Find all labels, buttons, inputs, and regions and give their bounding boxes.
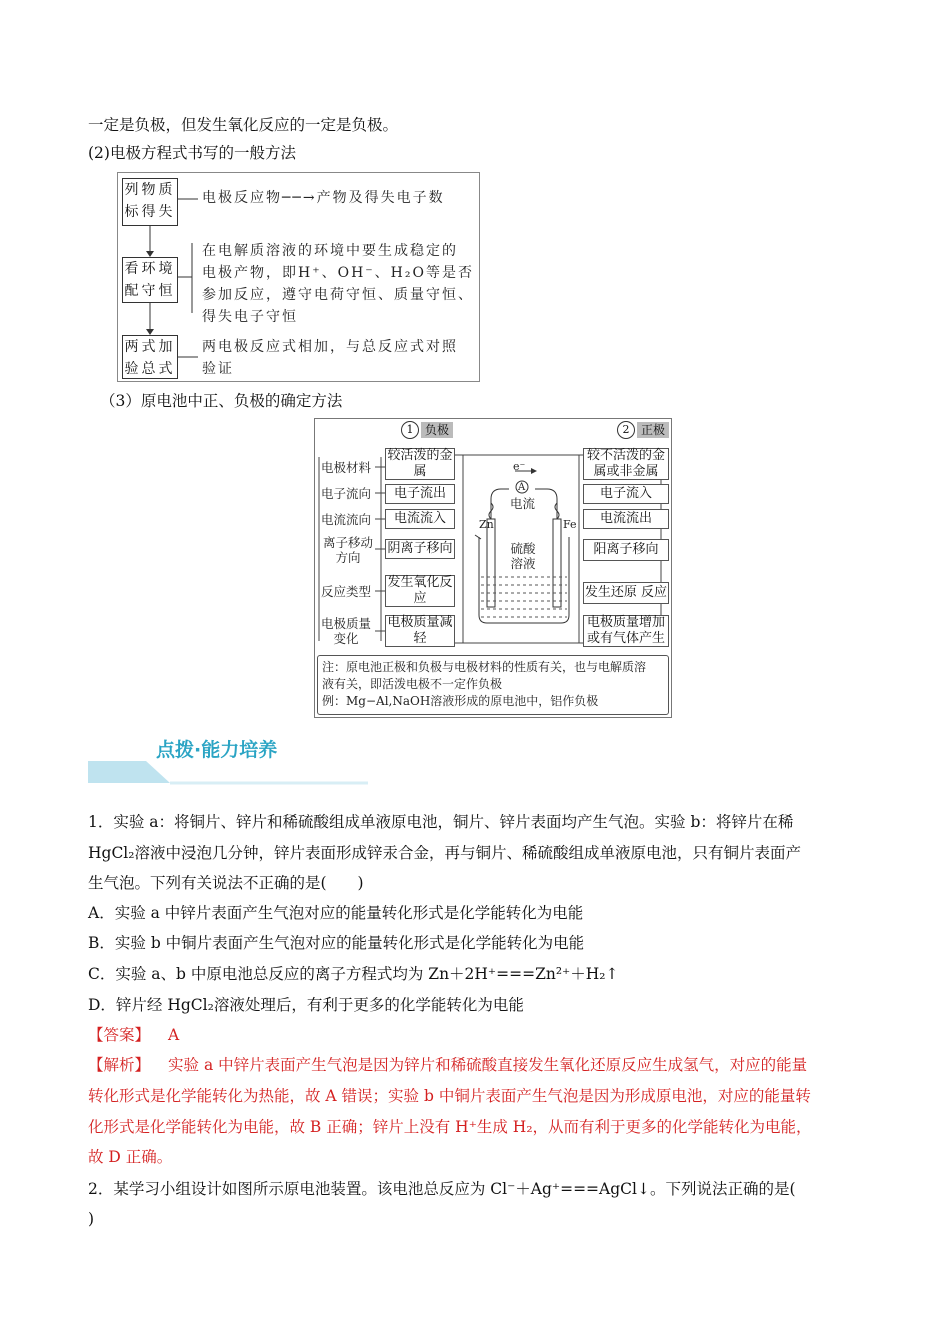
negative-header [401, 421, 453, 439]
flow-text-2c: 参加反应，遵守电荷守恒、质量守恒、 [202, 287, 474, 303]
number-circle-1: 1 [401, 421, 419, 439]
label-reaction-type: 反应类型 [321, 584, 372, 599]
pos-box-current-text: 电流流出 [599, 511, 652, 526]
label-ion-direction: 离子移动方向 [322, 535, 373, 565]
q2-stem-line-2: ) [88, 1210, 95, 1228]
neg-box-material-text: 较活泼的金属 [387, 448, 453, 479]
neg-box-ion-text: 阴离子移向 [387, 541, 453, 556]
neg-box-electron [385, 484, 455, 504]
flow-text-1: 电极反应物──→产物及得失电子数 [202, 190, 445, 206]
neg-box-current [385, 509, 455, 529]
note-line-1: 注：原电池正极和负极与电极材料的性质有关，也与电解质溶 [322, 660, 647, 674]
fe-label: Fe [563, 518, 577, 531]
q1-stem-line-1: 1．实验 a：将铜片、锌片和稀硫酸组成单液原电池，铜片、锌片表面均产生气泡。实验 b：将锌片在稀 [88, 813, 794, 831]
neg-box-reaction-text: 发生氧化反应 [387, 575, 453, 606]
electrode-determination-figure [314, 418, 672, 718]
pos-box-ion [583, 539, 669, 561]
analysis-label: 【解析】 [88, 1056, 151, 1074]
pos-box-reaction [583, 582, 669, 604]
banner-title: 点拨·能力培养 [156, 739, 278, 761]
pos-box-electron-text: 电子流入 [599, 486, 652, 501]
pos-box-mass-text: 电极质量增加或有气体产生 [586, 615, 665, 646]
pos-box-electron [583, 484, 669, 504]
flow-box-2-label: 看环境配守恒 [124, 261, 176, 299]
q1-stem-line-3: 生气泡。下列有关说法不正确的是( ) [88, 874, 364, 892]
answer-value: A [168, 1026, 180, 1044]
positive-header [617, 421, 669, 439]
zn-label: Zn [479, 518, 494, 531]
q1-option-b: B．实验 b 中铜片表面产生气泡对应的能量转化形式是化学能转化为电能 [88, 934, 585, 952]
flow-box-3 [122, 335, 178, 379]
pos-box-mass [583, 615, 669, 647]
neg-box-mass [385, 615, 455, 647]
positive-title: 正极 [637, 422, 669, 438]
neg-box-mass-text: 电极质量减轻 [387, 615, 453, 646]
pos-box-ion-text: 阳离子移向 [593, 542, 659, 557]
figure-note [317, 655, 669, 715]
q1-analysis-line-4: 故 D 正确。 [88, 1148, 173, 1166]
neg-box-material [385, 448, 455, 480]
flow-text-2a: 在电解质溶液的环境中要生成稳定的 [202, 243, 458, 259]
q1-option-d: D．锌片经 HgCl₂溶液处理后，有利于更多的化学能转化为电能 [88, 996, 524, 1014]
q1-option-a: A．实验 a 中锌片表面产生气泡对应的能量转化形式是化学能转化为电能 [88, 904, 584, 922]
flow-text-2d: 得失电子守恒 [202, 309, 298, 325]
note-line-2: 液有关，即活泼电极不一定作负极 [322, 677, 503, 691]
section-heading: (2)电极方程式书写的一般方法 [88, 144, 296, 162]
neg-box-reaction [385, 575, 455, 607]
q2-stem-line-1: 2．某学习小组设计如图所示原电池装置。该电池总反应为 Cl⁻＋Ag⁺===AgCl↓。下列说法正确的是( [88, 1180, 796, 1198]
neg-box-electron-text: 电子流出 [393, 486, 446, 501]
flow-text-3a: 两电极反应式相加，与总反应式对照 [202, 339, 458, 355]
q1-analysis-line-2: 转化形式是化学能转化为热能，故 A 错误；实验 b 中铜片表面产生气泡是因为形成原电池，对应的能量转 [88, 1087, 811, 1105]
label-mass-change: 电极质量变化 [320, 616, 371, 646]
electrode-method-figure [117, 172, 480, 382]
section-banner [88, 733, 368, 787]
pos-box-material-text: 较不活泼的金属或非金属 [586, 448, 665, 479]
answer-label: 【答案】 [88, 1026, 151, 1044]
flow-box-1-label: 列物质标得失 [124, 182, 176, 220]
q1-option-c: C．实验 a、b 中原电池总反应的离子方程式均为 Zn＋2H⁺===Zn²⁺＋H₂↑ [88, 965, 619, 983]
q1-analysis-line-3: 化形式是化学能转化为电能，故 B 正确；锌片上没有 H⁺生成 H₂，从而有利于更多的化学能转化为电能， [88, 1118, 812, 1136]
pos-box-reaction-text: 发生还原 反应 [584, 585, 668, 600]
negative-title: 负极 [421, 422, 453, 438]
number-circle-2: 2 [617, 421, 635, 439]
q1-stem-line-2: HgCl₂溶液中浸泡几分钟，锌片表面形成锌汞合金，再与铜片、稀硫酸组成单液原电池，只有铜片表面产 [88, 844, 801, 862]
neg-box-current-text: 电流流入 [393, 511, 446, 526]
label-electron-flow: 电子流向 [321, 486, 372, 501]
neg-box-ion [385, 539, 455, 559]
electron-label: e⁻ [513, 460, 526, 473]
q1-analysis-line-1 [88, 1055, 807, 1075]
label-electrode-material: 电极材料 [321, 460, 372, 475]
flow-box-3-label: 两式加验总式 [124, 339, 176, 377]
label-current-flow: 电流流向 [321, 512, 372, 527]
section-heading: （3）原电池中正、负极的确定方法 [100, 392, 343, 410]
solution-label: 硫酸溶液 [510, 541, 536, 571]
flow-box-2 [122, 257, 178, 303]
flow-text-3b: 验证 [202, 361, 234, 377]
note-line-3: 例：Mg−Al,NaOH溶液形成的原电池中，铝作负极 [322, 694, 599, 708]
flow-text-2b: 电极产物，即H⁺、OH⁻、H₂O等是否 [202, 265, 474, 281]
pos-box-current [583, 509, 669, 529]
ammeter-label: A [518, 482, 526, 493]
pos-box-material [583, 448, 669, 480]
current-label: 电流 [510, 496, 536, 511]
q1-answer [88, 1025, 179, 1045]
text-line: 一定是负极，但发生氧化反应的一定是负极。 [88, 116, 399, 134]
analysis-text-1: 实验 a 中锌片表面产生气泡是因为锌片和稀硫酸直接发生氧化还原反应生成氢气，对应的能量 [168, 1056, 808, 1074]
